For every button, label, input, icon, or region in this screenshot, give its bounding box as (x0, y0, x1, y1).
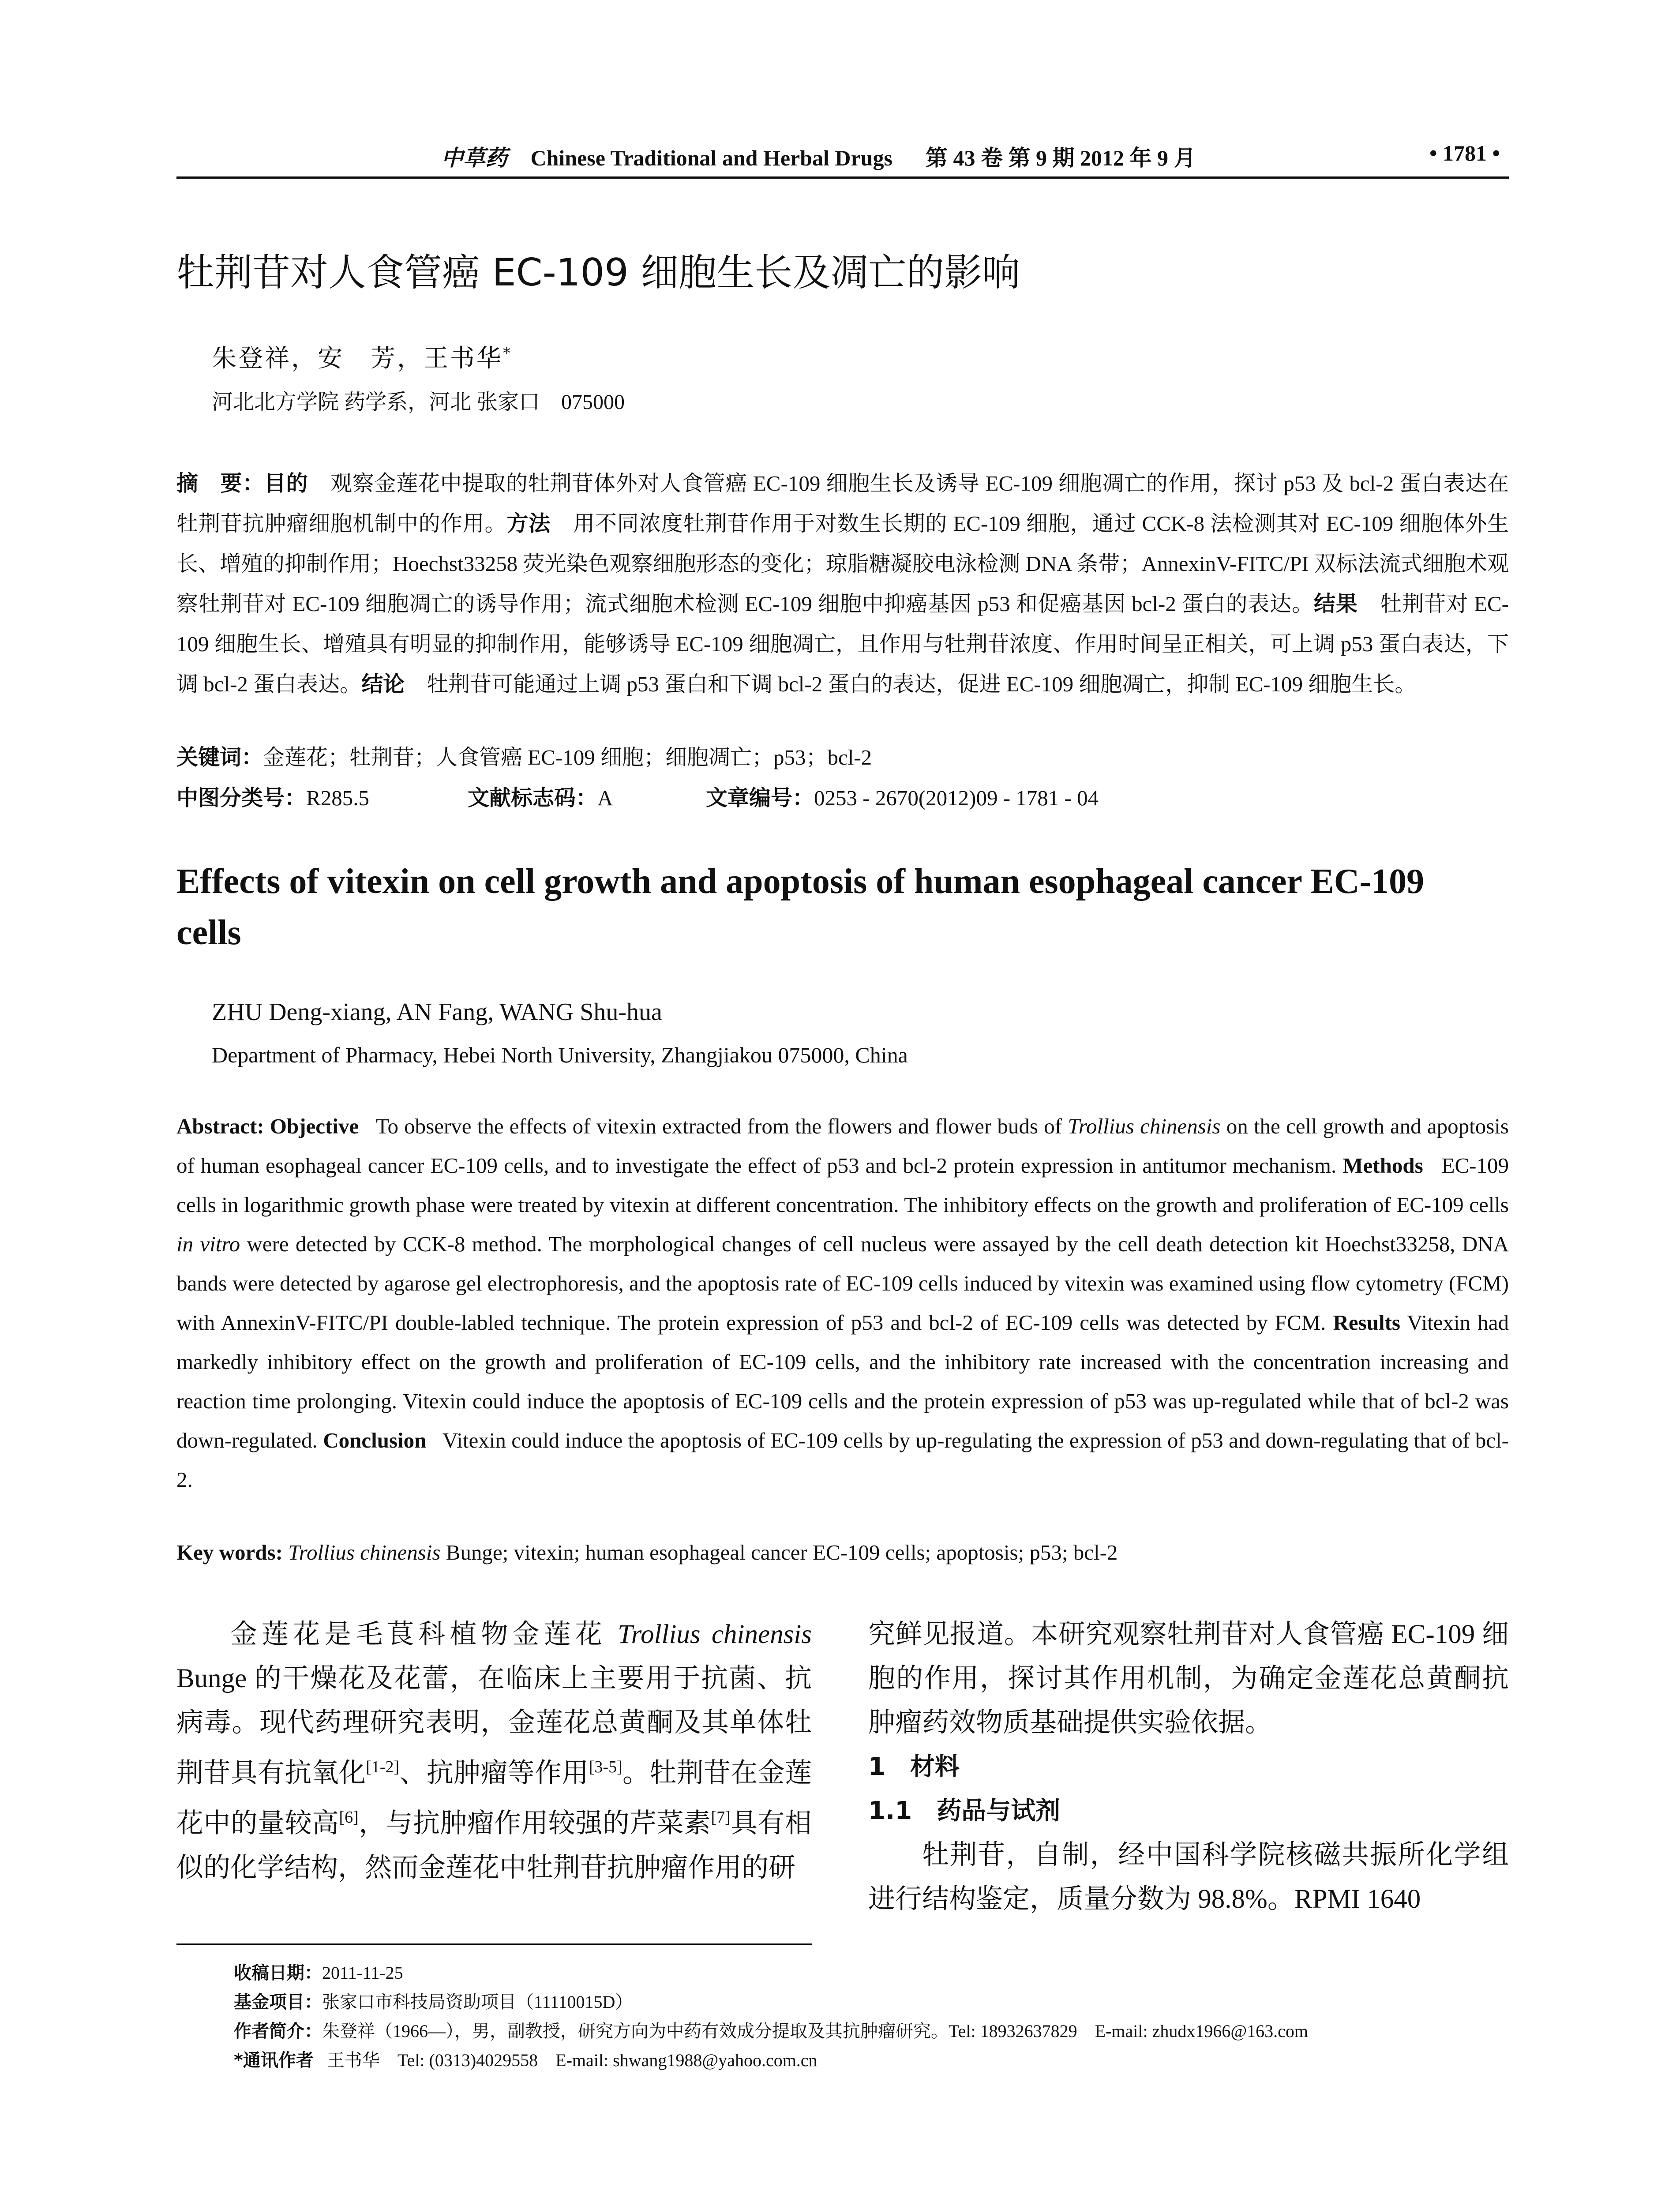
clc-value: R285.5 (306, 786, 369, 810)
abstract-en (176, 1107, 1509, 1499)
methods-en-text: EC-109 cells in logarithmic growth phase were treated by vitexin at different concentration. The inhibitory effects on the growth and proliferation of EC-109 cells (176, 1153, 1509, 1217)
title-cn: 牡荆苷对人食管癌 EC-109 细胞生长及凋亡的影响 (176, 251, 1020, 295)
intro-text-a: 金莲花是毛茛科植物金莲花 (230, 1620, 618, 1649)
keywords-cn-label: 关键词： (176, 745, 263, 770)
methods-cn-label: 方法 (506, 511, 551, 536)
intro-text-b: Bunge 的干燥花及花蕾，在临床上主要用于抗菌、抗病毒。现代药理研究表明，金莲花总黄酮及其单体牡荆苷具有抗氧化 (176, 1664, 812, 1788)
objective-cn-label: 目的 (264, 471, 308, 496)
objective-cn-text: 观察金莲花中提取的牡荆苷体外对人食管癌 EC-109 细胞生长及诱导 EC-109 细胞凋亡的作用，探讨 p53 及 bcl-2 蛋白表达在牡荆苷抗肿瘤细胞机制中的作用。 (176, 471, 1509, 536)
corresponding-label: *通讯作者 (234, 2050, 314, 2071)
journal-name-cn: 中草药 (441, 146, 507, 170)
footnote-fund (234, 1988, 633, 2013)
doc-code-label: 文献标志码： (468, 785, 598, 810)
keywords-en (176, 1540, 1118, 1565)
intro-text-d: 。牡荆苷在金莲花中的量较高 (176, 1758, 812, 1838)
fund-text: 张家口市科技局资助项目（11110015D） (322, 1992, 633, 2012)
footnote-received (234, 1959, 403, 1984)
keywords-en-label: Key words: (176, 1540, 283, 1564)
intro-species: Trollius chinensis (618, 1620, 812, 1649)
article-no-label: 文章编号： (706, 785, 814, 810)
keywords-en-text: Bunge; vitexin; human esophageal cancer EC-109 cells; apoptosis; p53; bcl-2 (440, 1540, 1118, 1564)
fund-label: 基金项目： (234, 1992, 322, 2012)
in-vitro-term: in vitro (176, 1232, 240, 1256)
author-bio: 朱登祥（1966—），男，副教授，研究方向为中药有效成分提取及其抗肿瘤研究。Tel: 18932637829 E-mail: zhudx1966@163.com (322, 2021, 1309, 2041)
footnote-author (234, 2017, 1308, 2042)
methods-en-text-2: were detected by CCK-8 method. The morphological changes of cell nucleus were assayed by the cell death detection kit Hoechst33258, DNA bands were detected by agarose gel electrophoresis, and the apoptosis rate of EC-109 cells induced by vitexin was examined using flow cytometry (FCM) with AnnexinV-FITC/PI double-labled technique. The protein expression of p53 and bcl-2 of EC-109 cells was detected by FCM. (176, 1232, 1509, 1335)
received-label: 收稿日期： (234, 1963, 322, 1983)
body-column-right (868, 1613, 1509, 1921)
results-cn-label: 结果 (1313, 591, 1358, 616)
objective-en-text: To observe the effects of vitexin extracted from the flowers and flower buds of (375, 1114, 1068, 1138)
affiliation-en: Department of Pharmacy, Hebei North University, Zhangjiakou 075000, China (212, 1043, 908, 1067)
citation-ref: [7] (711, 1808, 731, 1827)
journal-line (441, 140, 1196, 172)
abstract-cn (176, 463, 1509, 704)
authors-cn-names: 朱登祥，安 芳，王书华 (212, 344, 503, 373)
intro-paragraph (176, 1613, 812, 1890)
methods-cn-text: 用不同浓度牡荆苷作用于对数生长期的 EC-109 细胞，通过 CCK-8 法检测其对 EC-109 细胞体外生长、增殖的抑制作用；Hoechst33258 荧光染色观察细胞形态的变化；琼脂糖凝胶电泳检测 DNA 条带；AnnexinV-FITC/PI 双标法流式细胞术观察牡荆苷对 EC-109 细胞凋亡的诱导作用；流式细胞术检测 EC-109 细胞中抑癌基因 p53 和促癌基因 bcl-2 蛋白的表达。 (176, 511, 1509, 616)
title-en: Effects of vitexin on cell growth and apoptosis of human esophageal cancer EC-109 cells (176, 862, 1425, 952)
species-name: Trollius chinensis (1068, 1114, 1221, 1138)
author-label: 作者简介： (234, 2021, 322, 2041)
received-date: 2011-11-25 (322, 1963, 403, 1983)
conclusion-cn-text: 牡荆苷可能通过上调 p53 蛋白和下调 bcl-2 蛋白的表达，促进 EC-109 细胞凋亡，抑制 EC-109 细胞生长。 (427, 672, 1417, 696)
keywords-cn-text: 金莲花；牡荆苷；人食管癌 EC-109 细胞；细胞凋亡；p53；bcl-2 (263, 745, 872, 769)
materials-paragraph: 牡荆苷，自制，经中国科学院核磁共振所化学组进行结构鉴定，质量分数为 98.8%。RPMI 1640 (868, 1840, 1509, 1914)
keywords-en-species: Trollius chinensis (288, 1540, 441, 1564)
footnote-corresponding (234, 2046, 818, 2071)
results-en-text: Vitexin had markedly inhibitory effect on the growth and proliferation of EC-109 cells, and the inhibitory rate increased with the concentration increasing and reaction time prolonging. Vitexin could induce the apoptosis of EC-109 cells and the protein expression of p53 was up-regulated while that of bcl-2 was down-regulated. (176, 1310, 1509, 1452)
conclusion-en-text: Vitexin could induce the apoptosis of EC-109 cells by up-regulating the expression of p53 and down-regulating that of bcl-2. (176, 1428, 1509, 1492)
running-header (176, 140, 1509, 176)
page-number: • 1781 • (1429, 141, 1500, 165)
corresponding-text: 王书华 Tel: (0313)4029558 E-mail: shwang1988@yahoo.com.cn (326, 2050, 818, 2070)
authors-cn (212, 339, 512, 374)
body-column-left (176, 1613, 812, 1890)
abstract-cn-label: 摘 要： (176, 471, 264, 496)
objective-en-text-2: on the cell growth and apoptosis of human esophageal cancer EC-109 cells, and to investigate the effect of p53 and bcl-2 protein expression in antitumor mechanism. (176, 1114, 1509, 1178)
intro-paragraph-continued: 究鲜见报道。本研究观察牡荆苷对人食管癌 EC-109 细胞的作用，探讨其作用机制，为确定金莲花总黄酮抗肿瘤药效物质基础提供实验依据。 (868, 1620, 1509, 1737)
issue-info: 第 43 卷 第 9 期 2012 年 9 月 (925, 146, 1196, 170)
intro-text-c: 、抗肿瘤等作用 (399, 1758, 589, 1788)
conclusion-cn-label: 结论 (361, 672, 405, 697)
article-no-value: 0253 - 2670(2012)09 - 1781 - 04 (814, 786, 1099, 810)
intro-text-f: 具有相似的化学结构，然而金莲花中牡荆苷抗肿瘤作用的研 (176, 1808, 812, 1883)
header-rule (176, 176, 1509, 179)
methods-en-label: Methods (1342, 1153, 1423, 1178)
intro-text-e: ，与抗肿瘤作用较强的芹菜素 (358, 1808, 711, 1838)
corresponding-mark: * (503, 344, 512, 362)
affiliation-cn: 河北北方学院 药学系，河北 张家口 075000 (212, 390, 625, 414)
clc-label: 中图分类号： (176, 785, 307, 810)
results-cn-text: 牡荆苷对 EC-109 细胞生长、增殖具有明显的抑制作用，能够诱导 EC-109 细胞凋亡，且作用与牡荆苷浓度、作用时间呈正相关，可上调 p53 蛋白表达，下调 bcl-2 蛋白表达。 (176, 592, 1509, 696)
citation-ref: [6] (339, 1808, 359, 1827)
abstract-en-label: Abstract: Objective (176, 1114, 359, 1138)
doc-code-value: A (597, 786, 613, 810)
conclusion-en-label: Conclusion (323, 1428, 427, 1452)
authors-en: ZHU Deng-xiang, AN Fang, WANG Shu-hua (212, 998, 662, 1026)
section-heading-1: 1 材料 (868, 1752, 960, 1781)
section-heading-1-1: 1.1 药品与试剂 (868, 1797, 1061, 1825)
journal-name-en: Chinese Traditional and Herbal Drugs (530, 146, 892, 170)
keywords-cn (176, 740, 872, 771)
footnote-rule (176, 1943, 812, 1945)
classification-line (176, 781, 1509, 812)
citation-ref: [3-5] (589, 1758, 622, 1776)
results-en-label: Results (1333, 1310, 1400, 1335)
citation-ref: [1-2] (366, 1758, 400, 1776)
